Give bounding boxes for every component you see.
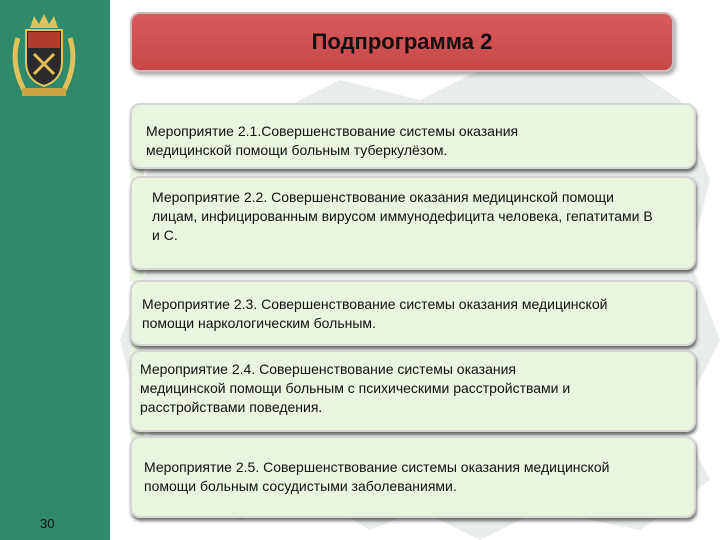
list-item-label: Мероприятие 2.3. Совершенствование системы оказания медицинской помощи наркологическим больным. <box>142 296 608 331</box>
list-item <box>130 350 696 432</box>
page-title: Подпрограмма 2 <box>311 29 493 54</box>
list-item <box>130 436 696 518</box>
list-item-label: Мероприятие 2.5. Совершенствование системы оказания медицинской помощи больным сосудистыми заболеваниями. <box>144 459 610 494</box>
slide-number: 30 <box>40 516 55 531</box>
page-title-banner <box>130 12 674 72</box>
list-item-label: Мероприятие 2.1.Совершенствование системы оказания медицинской помощи больным туберкулёзом. <box>146 123 519 158</box>
list-item <box>130 103 696 169</box>
list-item-label: Мероприятие 2.4. Совершенствование системы оказания медицинской помощи больным с психическими расстройствами и расстройствами поведения. <box>140 361 571 415</box>
list-item-label: Мероприятие 2.2. Совершенствование оказания медицинской помощи лицам, инфицированным вирусом иммунодефицита человека, гепатитами В и С. <box>152 189 653 243</box>
list-item <box>130 176 696 270</box>
sidebar <box>0 0 110 540</box>
coat-of-arms-icon <box>8 8 80 104</box>
list-item <box>130 280 696 346</box>
